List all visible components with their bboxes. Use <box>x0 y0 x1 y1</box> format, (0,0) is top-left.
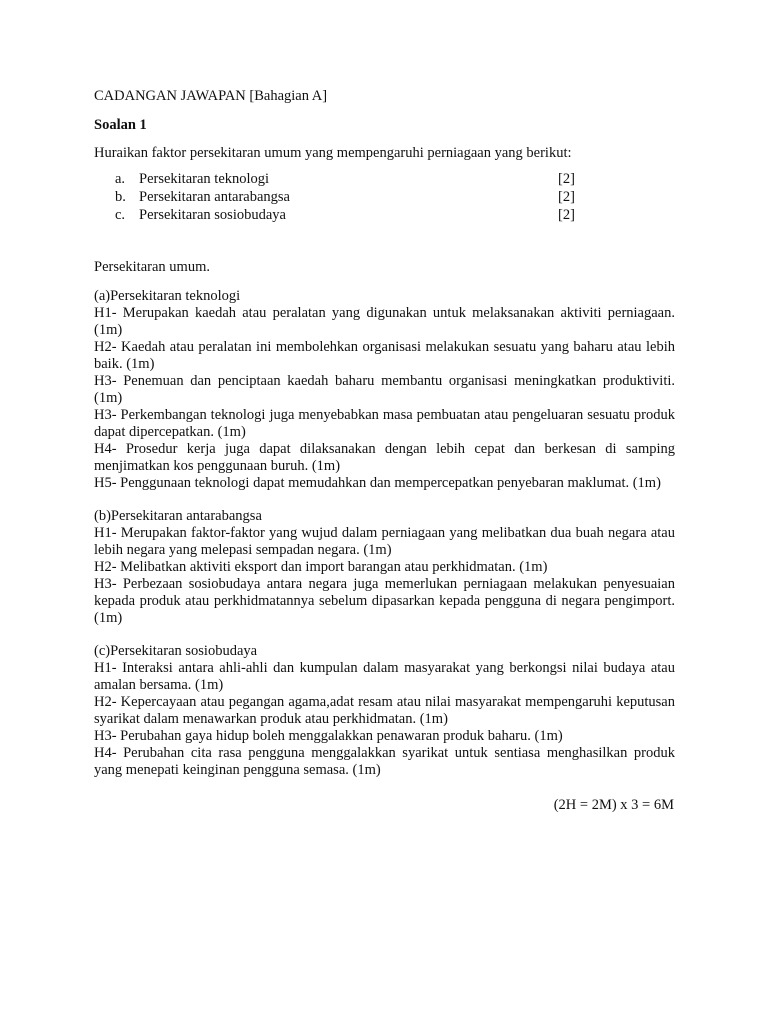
item-label: Persekitaran teknologi <box>139 171 270 187</box>
answer-point: H1- Merupakan faktor-faktor yang wujud dalam perniagaan yang melibatkan dua buah negara atau lebih negara yang melepasi sempadan negara. (1m) <box>94 525 675 558</box>
section-title: (c)Persekitaran sosiobudaya <box>94 643 258 659</box>
item-label: Persekitaran antarabangsa <box>139 189 290 205</box>
marks-formula-row <box>94 797 675 814</box>
answer-point: H3- Penemuan dan penciptaan kaedah baharu membantu organisasi meningkatkan produktiviti. (1m) <box>94 373 675 406</box>
question-item <box>94 189 675 207</box>
item-mark: [2] <box>558 171 575 187</box>
section-antarabangsa <box>94 508 675 627</box>
answer-point: H4- Prosedur kerja juga dapat dilaksanakan dengan lebih cepat dan berkesan di samping menjimatkan kos penggunaan buruh. (1m) <box>94 441 675 474</box>
answer-point: H4- Perubahan cita rasa pengguna menggalakkan syarikat untuk sentiasa menghasilkan produk yang menepati keinginan pengguna semasa. (1m) <box>94 745 675 778</box>
answer-document <box>94 88 675 814</box>
section-intro: Persekitaran umum. <box>94 259 210 275</box>
answer-point: H2- Kaedah atau peralatan ini membolehkan organisasi melakukan sesuatu yang baharu atau lebih baik. (1m) <box>94 339 675 372</box>
item-label: Persekitaran sosiobudaya <box>139 207 286 223</box>
question-item <box>94 171 675 189</box>
section-teknologi <box>94 288 675 492</box>
answer-point: H2- Melibatkan aktiviti eksport dan import barangan atau perkhidmatan. (1m) <box>94 559 548 575</box>
question-item <box>94 207 675 225</box>
item-letter: a. <box>115 171 126 187</box>
section-sosiobudaya <box>94 643 675 779</box>
question-text: Huraikan faktor persekitaran umum yang mempengaruhi perniagaan yang berikut: <box>94 145 572 161</box>
answer-point: H5- Penggunaan teknologi dapat memudahkan dan mempercepatkan penyebaran maklumat. (1m) <box>94 475 661 491</box>
item-letter: c. <box>115 207 126 223</box>
item-letter: b. <box>115 189 126 205</box>
question-item-list <box>94 171 675 225</box>
answer-point: H1- Interaksi antara ahli-ahli dan kumpulan dalam masyarakat yang berkongsi nilai budaya atau amalan bersama. (1m) <box>94 660 675 693</box>
document-title: CADANGAN JAWAPAN [Bahagian A] <box>94 88 328 104</box>
item-mark: [2] <box>558 207 575 223</box>
question-number-heading: Soalan 1 <box>94 117 147 133</box>
answer-point: H3- Perubahan gaya hidup boleh menggalakkan penawaran produk baharu. (1m) <box>94 728 563 744</box>
marks-formula: (2H = 2M) x 3 = 6M <box>553 797 674 813</box>
answer-point: H2- Kepercayaan atau pegangan agama,adat resam atau nilai masyarakat mempengaruhi keputusan syarikat dalam menawarkan produk atau perkhidmatan. (1m) <box>94 694 675 727</box>
answer-point: H3- Perbezaan sosiobudaya antara negara juga memerlukan perniagaan melakukan penyesuaian kepada produk atau perkhidmatannya sebelum dipasarkan kepada pengguna di negara pengimport. (1m) <box>94 576 675 626</box>
item-mark: [2] <box>558 189 575 205</box>
section-title: (b)Persekitaran antarabangsa <box>94 508 262 524</box>
answer-point: H3- Perkembangan teknologi juga menyebabkan masa pembuatan atau pengeluaran sesuatu produk dapat dipercepatkan. (1m) <box>94 407 675 440</box>
section-title: (a)Persekitaran teknologi <box>94 288 241 304</box>
answer-point: H1- Merupakan kaedah atau peralatan yang digunakan untuk melaksanakan aktiviti perniagaan. (1m) <box>94 305 675 338</box>
